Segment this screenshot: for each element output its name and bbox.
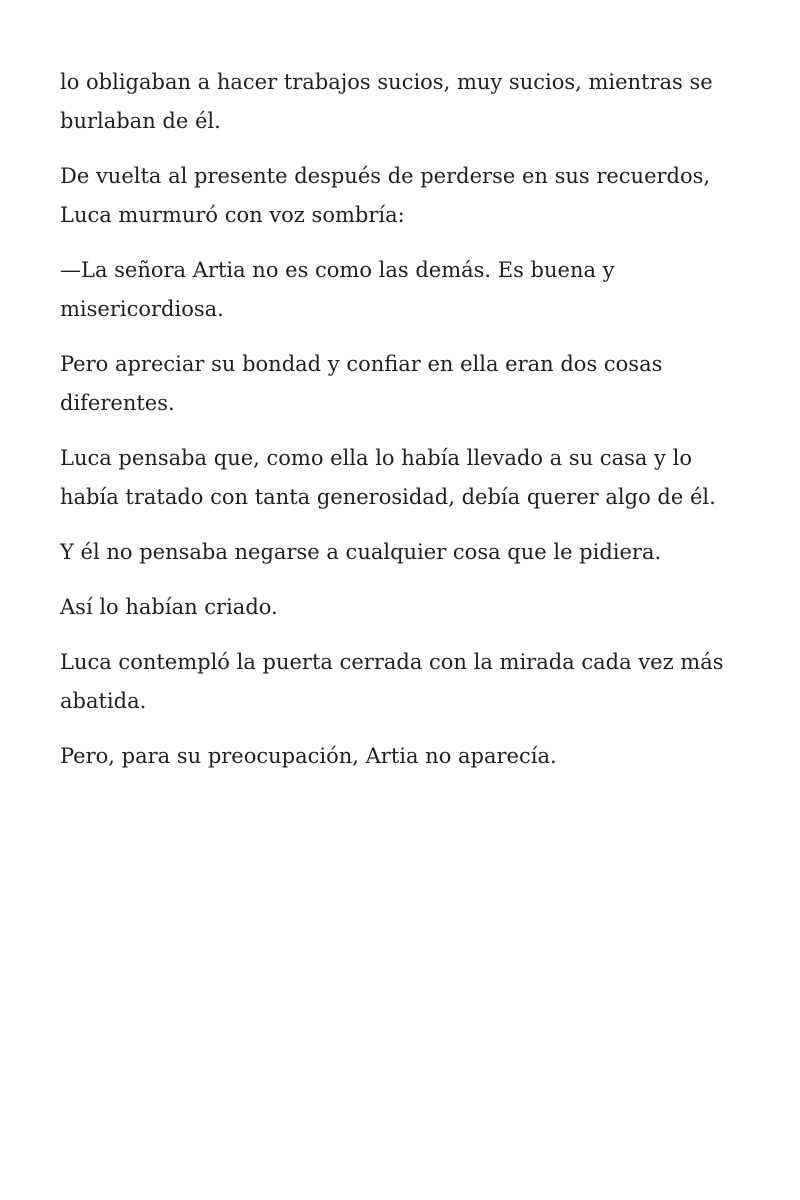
paragraph: Pero, para su preocupación, Artia no aparecía.	[60, 744, 557, 768]
paragraph: Así lo habían criado.	[60, 595, 278, 619]
paragraph: lo obligaban a hacer trabajos sucios, muy sucios, mientras se burlaban de él.	[60, 70, 713, 133]
paragraph: —La señora Artia no es como las demás. Es buena y misericordiosa.	[60, 258, 615, 321]
book-page	[60, 63, 740, 792]
paragraph: Luca pensaba que, como ella lo había llevado a su casa y lo había tratado con tanta generosidad, debía querer algo de él.	[60, 446, 716, 509]
paragraph: Pero apreciar su bondad y confiar en ella eran dos cosas diferentes.	[60, 352, 663, 415]
paragraph: Y él no pensaba negarse a cualquier cosa que le pidiera.	[60, 540, 662, 564]
paragraph: Luca contempló la puerta cerrada con la mirada cada vez más abatida.	[60, 650, 724, 713]
paragraph: De vuelta al presente después de perderse en sus recuerdos, Luca murmuró con voz sombría:	[60, 164, 711, 227]
